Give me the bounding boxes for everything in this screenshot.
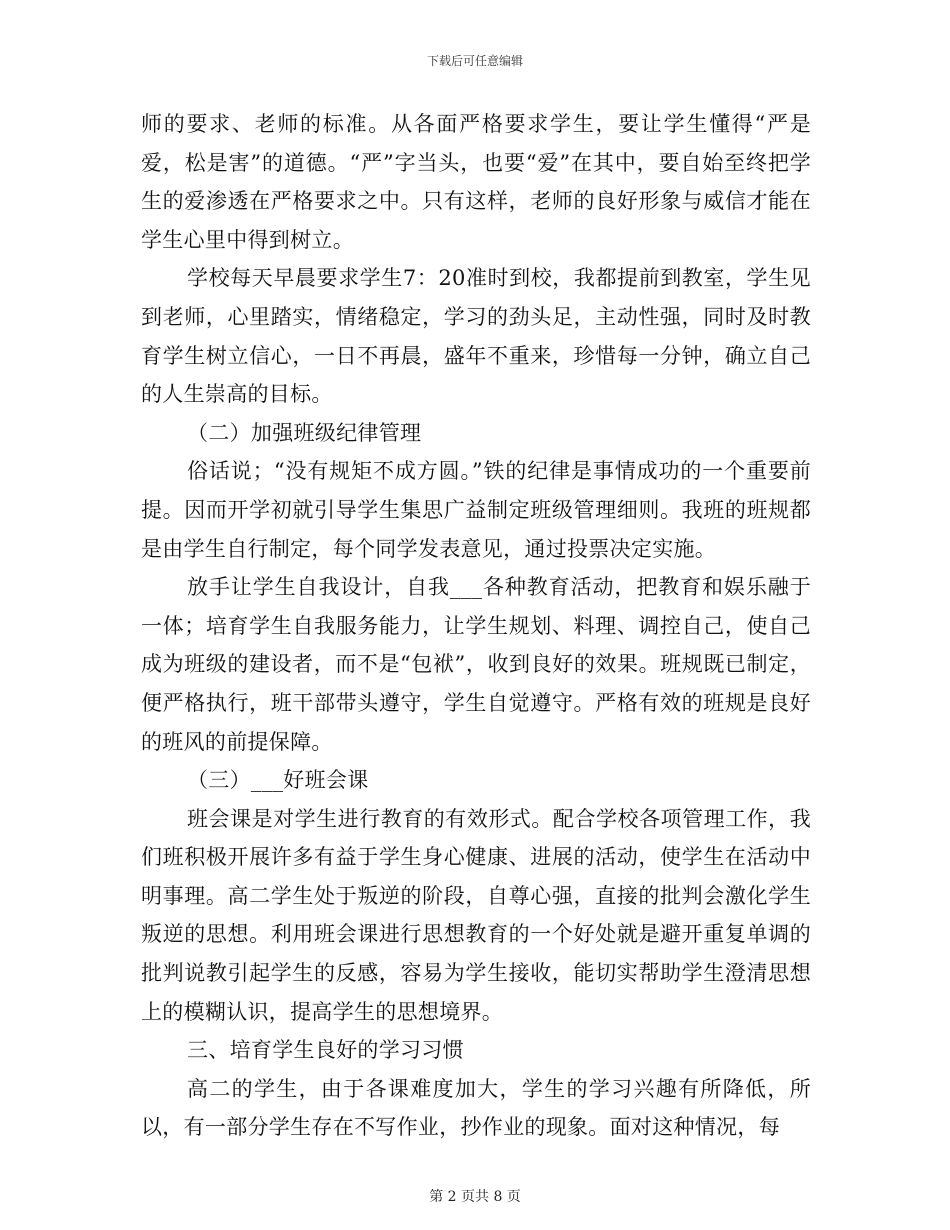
section-heading-3: （三）___好班会课 (187, 768, 369, 793)
section-heading-2: （二）加强班级纪律管理 (187, 420, 422, 445)
page-footer: 第 2 页共 8 页 (429, 1189, 521, 1205)
document-body (141, 105, 811, 1147)
paragraph-4: 放手让学生自我设计，自我___各种教育活动，把教育和娱乐融于一体；培育学生自我服务能力，让学生规划、料理、调控自己，使自己成为班级的建设者，而不是“包袱”，收到良好的效果。班规既已制定，便严格执行，班干部带头遵守，学生自觉遵守。严格有效的班规是良好的班风的前提保障。 (141, 575, 811, 754)
section-heading-main-3: 三、培育学生良好的学习习惯 (187, 1038, 464, 1063)
paragraph-1: 师的要求、老师的标准。从各面严格要求学生，要让学生懂得“严是爱，松是害”的道德。“严”字当头，也要“爱”在其中，要自始至终把学生的爱渗透在严格要求之中。只有这样，老师的良好形象与威信才能在学生心里中得到树立。 (141, 112, 811, 252)
paragraph-6: 高二的学生，由于各课难度加大，学生的学习兴趣有所降低，所以，有一部分学生存在不写作业，抄作业的现象。面对这种情况，每 (141, 1076, 811, 1140)
page-header: 下载后可任意编辑 (426, 54, 523, 68)
paragraph-3: 俗话说；“没有规矩不成方圆。”铁的纪律是事情成功的一个重要前提。因而开学初就引导学生集思广益制定班级管理细则。我班的班规都是由学生自行制定，每个同学发表意见，通过投票决定实施。 (141, 459, 811, 561)
paragraph-5: 班会课是对学生进行教育的有效形式。配合学校各项管理工作，我们班积极开展许多有益于学生身心健康、进展的活动，使学生在活动中明事理。高二学生处于叛逆的阶段，自尊心强，直接的批判会激化学生叛逆的思想。利用班会课进行思想教育的一个好处就是避开重复单调的批判说教引起学生的反感，容易为学生接收，能切实帮助学生澄清思想上的模糊认识，提高学生的思想境界。 (141, 806, 811, 1024)
paragraph-2: 学校每天早晨要求学生7：20准时到校，我都提前到教室，学生见到老师，心里踏实，情绪稳定，学习的劲头足，主动性强，同时及时教育学生树立信心，一日不再晨，盛年不重来，珍惜每一分钟，确立自己的人生崇高的目标。 (141, 266, 811, 407)
